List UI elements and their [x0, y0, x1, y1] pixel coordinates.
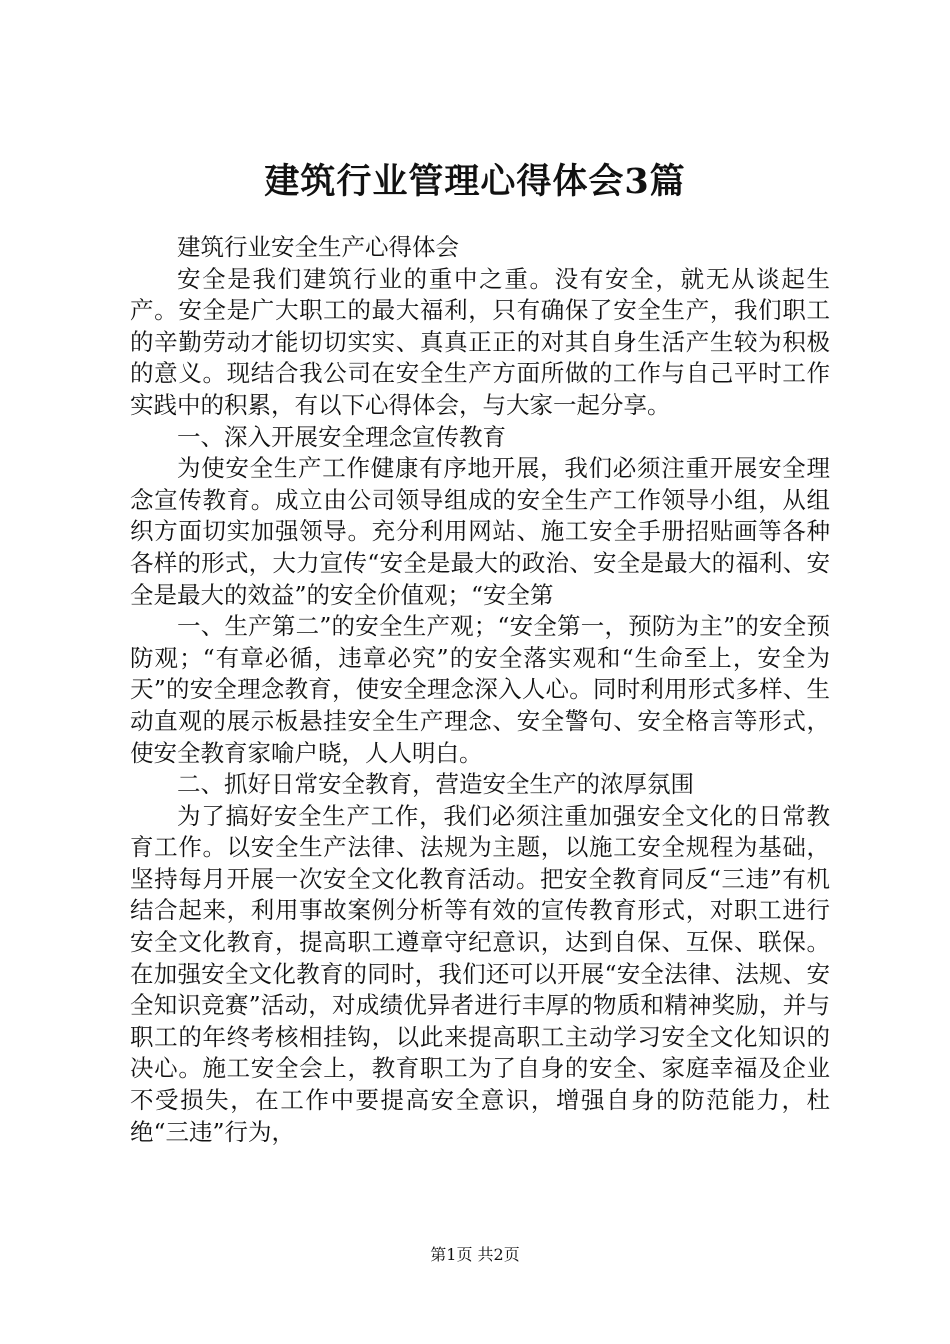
paragraph-intro: 安全是我们建筑行业的重中之重。没有安全，就无从谈起生产。安全是广大职工的最大福利，只有确保了安全生产，我们职工的辛勤劳动才能切切实实、真真正正的对其自身生活产生较为积极的意义。现结合我公司在安全生产方面所做的工作与自己平时工作实践中的积累，有以下心得体会，与大家一起分享。: [130, 264, 830, 419]
paragraph-section-1: 为使安全生产工作健康有序地开展，我们必须注重开展安全理念宣传教育。成立由公司领导组成的安全生产工作领导小组，从组织方面切实加强领导。充分利用网站、施工安全手册招贴画等各种各样的形式，大力宣传“安全是最大的政治、安全是最大的福利、安全是最大的效益”的安全价值观；“安全第: [130, 454, 830, 609]
section-heading-1: 一、深入开展安全理念宣传教育: [177, 422, 506, 451]
section-heading-2: 二、抓好日常安全教育，营造安全生产的浓厚氛围: [177, 770, 694, 799]
paragraph-section-1-continued: 一、生产第二”的安全生产观；“安全第一，预防为主”的安全预防观；“有章必循，违章必究”的安全落实观和“生命至上，安全为天”的安全理念教育，使安全理念深入人心。同时利用形式多样、生动直观的展示板悬挂安全生产理念、安全警句、安全格言等形式，使安全教育家喻户晓，人人明白。: [130, 612, 830, 767]
page-footer: 第1页 共2页: [430, 1245, 520, 1264]
paragraph-subtitle: 建筑行业安全生产心得体会: [177, 233, 459, 261]
document-title: 建筑行业管理心得体会3篇: [264, 161, 686, 202]
document-body: [130, 232, 830, 1148]
paragraph-section-2: 为了搞好安全生产工作，我们必须注重加强安全文化的日常教育工作。以安全生产法律、法规为主题，以施工安全规程为基础，坚持每月开展一次安全文化教育活动。把安全教育同反“三违”有机结合起来，利用事故案例分析等有效的宣传教育形式，对职工进行安全文化教育，提高职工遵章守纪意识，达到自保、互保、联保。在加强安全文化教育的同时，我们还可以开展“安全法律、法规、安全知识竞赛”活动，对成绩优异者进行丰厚的物质和精神奖励，并与职工的年终考核相挂钩，以此来提高职工主动学习安全文化知识的决心。施工安全会上，教育职工为了自身的安全、家庭幸福及企业不受损失，在工作中要提高安全意识，增强自身的防范能力，杜绝“三违”行为，: [130, 801, 830, 1146]
